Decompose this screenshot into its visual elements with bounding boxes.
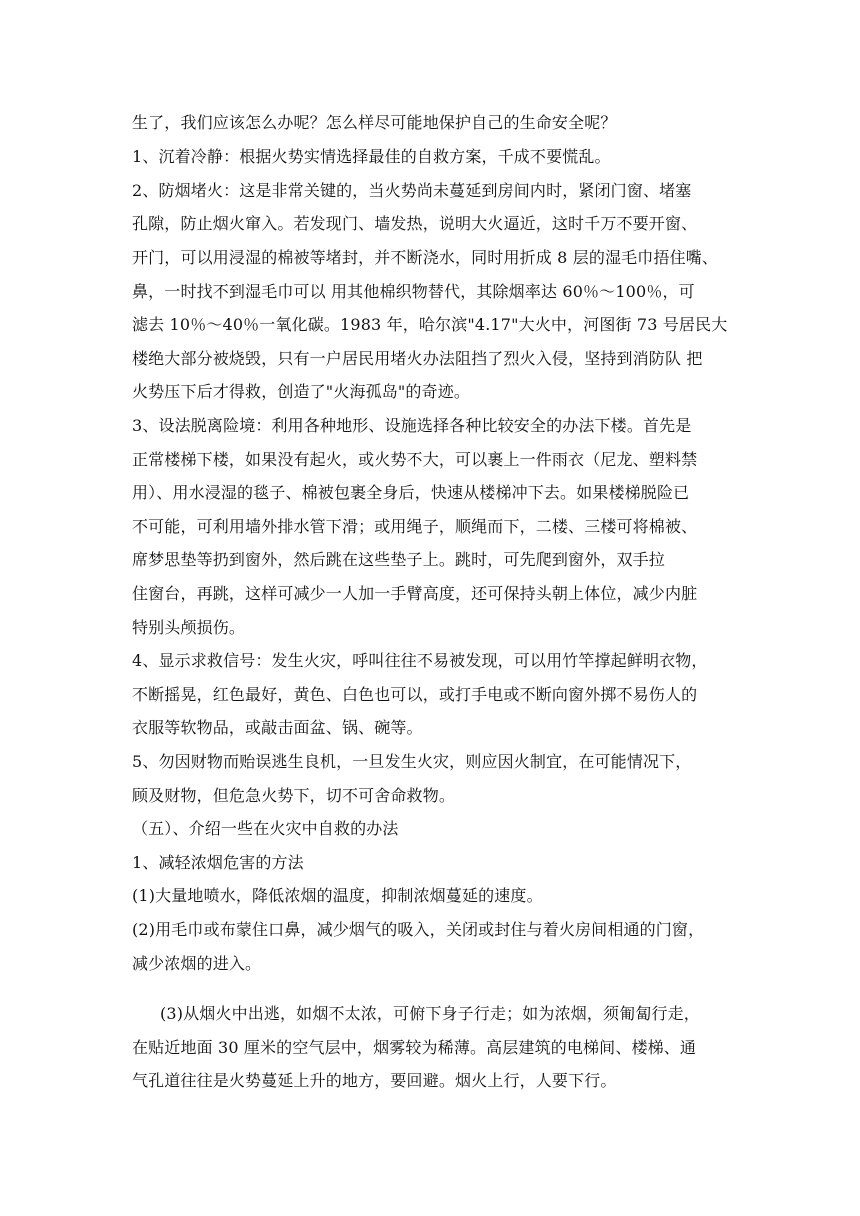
text-line: 2、防烟堵火：这是非常关键的，当火势尚未蔓延到房间内时，紧闭门窗、堵塞 xyxy=(132,181,692,200)
subsection-heading: 1、减轻浓烟危害的方法 xyxy=(132,853,304,872)
text-line: 楼绝大部分被烧毁，只有一户居民用堵火办法阻挡了烈火入侵，坚持到消防队 把 xyxy=(132,349,703,368)
text-line: 特别头颅损伤。 xyxy=(132,618,246,637)
section-heading: （五）、介绍一些在火灾中自救的办法 xyxy=(132,819,399,838)
text-line: (3)从烟火中出逃，如烟不太浓，可俯下身子行走；如为浓烟，须匍匐行走， xyxy=(160,1004,700,1023)
text-line: 不可能，可利用墙外排水管下滑；或用绳子，顺绳而下，二楼、三楼可将棉被、 xyxy=(132,517,698,536)
text-line: 席梦思垫等扔到窗外，然后跳在这些垫子上。跳时，可先爬到窗外，双手拉 xyxy=(132,550,665,569)
text-line: 4、显示求救信号：发生火灾，呼叫往往不易被发现，可以用竹竿撑起鲜明衣物， xyxy=(132,651,708,670)
text-line: 顾及财物，但危急火势下，切不可舍命救物。 xyxy=(132,786,456,805)
text-line: 不断摇晃，红色最好，黄色、白色也可以，或打手电或不断向窗外掷不易伤人的 xyxy=(132,685,698,704)
text-line: 1、沉着冷静：根据火势实情选择最佳的自救方案，千成不要慌乱。 xyxy=(132,147,611,166)
text-line: 正常楼梯下楼，如果没有起火，或火势不大，可以裹上一件雨衣（尼龙、塑料禁 xyxy=(132,450,698,469)
text-line: 衣服等软物品，或敲击面盆、锅、碗等。 xyxy=(132,718,423,737)
text-line: (1)大量地喷水，降低浓烟的温度，抑制浓烟蔓延的速度。 xyxy=(132,886,543,905)
text-line: 减少浓烟的进入。 xyxy=(132,954,262,973)
text-line: 生了，我们应该怎么办呢？怎么样尽可能地保护自己的生命安全呢？ xyxy=(132,113,617,132)
text-line: 用）、用水浸湿的毯子、棉被包裹全身后，快速从楼梯冲下去。如果楼梯脱险已 xyxy=(132,483,690,502)
text-line: 在贴近地面 30 厘米的空气层中，烟雾较为稀薄。高层建筑的电梯间、楼梯、通 xyxy=(132,1038,697,1057)
text-line: 滤去 10％～40％一氧化碳。1983 年，哈尔滨"4.17"大火中，河图街 73 号居民大 xyxy=(132,315,728,334)
text-line: 开门，可以用浸湿的棉被等堵封，并不断浇水，同时用折成 8 层的湿毛巾捂住嘴、 xyxy=(132,248,719,267)
text-line: (2)用毛巾或布蒙住口鼻，减少烟气的吸入，关闭或封住与着火房间相通的门窗， xyxy=(132,920,705,939)
text-line: 气孔道往往是火势蔓延上升的地方，要回避。烟火上行，人要下行。 xyxy=(132,1071,617,1090)
text-line: 孔隙，防止烟火窜入。若发现门、墙发热，说明大火逼近，这时千万不要开窗、 xyxy=(132,214,698,233)
text-line: 鼻，一时找不到湿毛巾可以 用其他棉织物替代，其除烟率达 60％～100％，可 xyxy=(132,282,695,301)
text-line: 5、勿因财物而贻误逃生良机，一旦发生火灾，则应因火制宜，在可能情况下， xyxy=(132,752,692,771)
text-line: 住窗台，再跳，这样可减少一人加一手臂高度，还可保持头朝上体位，减少内脏 xyxy=(132,584,698,603)
text-line: 火势压下后才得救，创造了"火海孤岛"的奇迹。 xyxy=(132,382,471,401)
text-line: 3、设法脱离险境：利用各种地形、设施选择各种比较安全的办法下楼。首先是 xyxy=(132,416,692,435)
